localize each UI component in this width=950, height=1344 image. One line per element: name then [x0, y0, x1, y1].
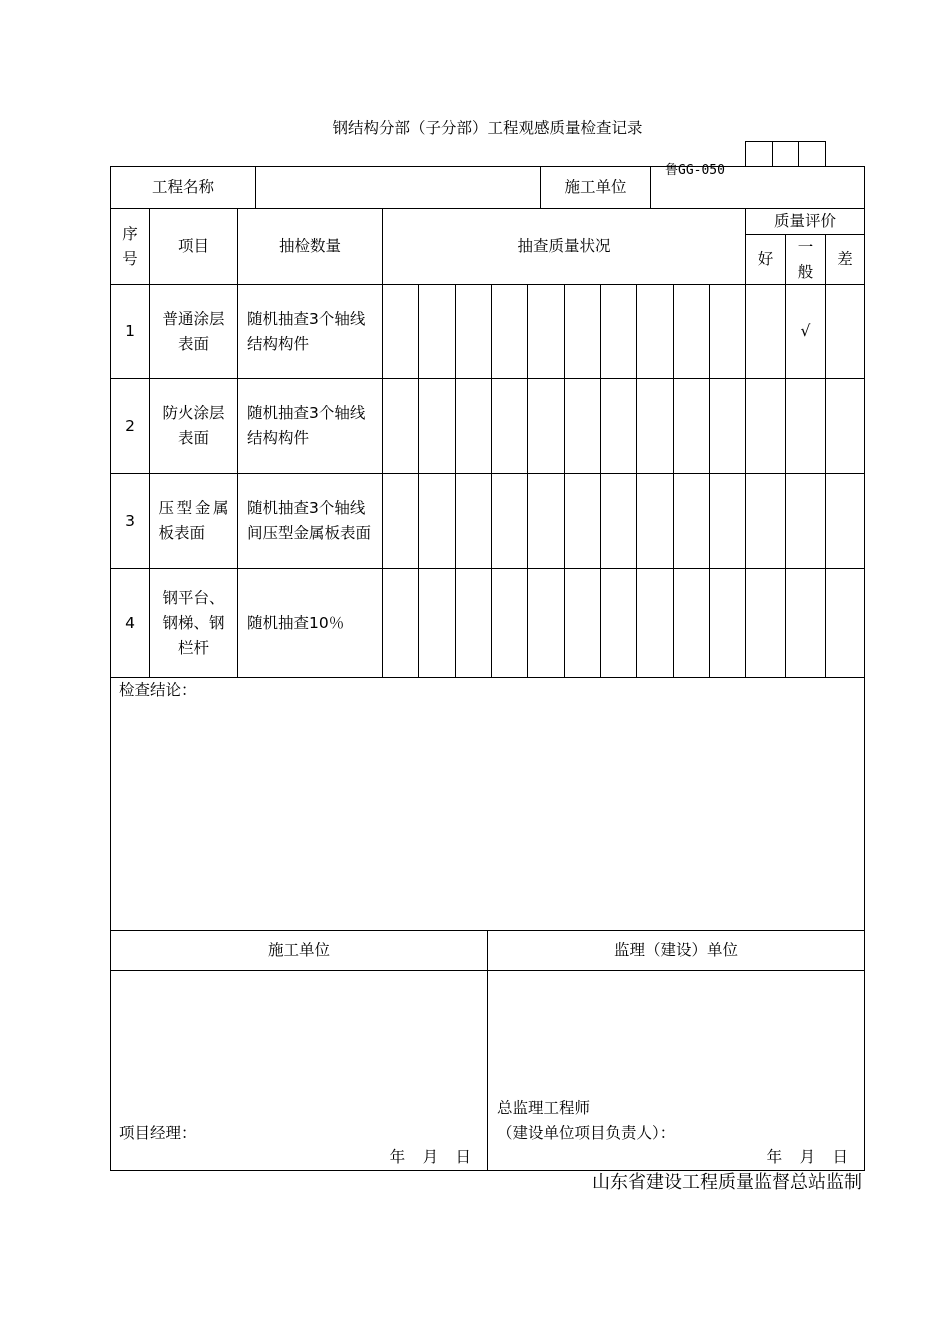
row-4-sample-text: 随机抽查10％ [247, 613, 345, 632]
inspection-cell [600, 473, 637, 569]
row-4-item-text: 钢平台、钢梯、钢栏杆 [162, 588, 225, 657]
row-2-no: 2 [110, 378, 150, 474]
conclusion-label: 检查结论： [119, 681, 197, 699]
row-4-rating-poor [825, 568, 865, 678]
form-code: 鲁GG-050 [665, 163, 725, 178]
inspection-cell [418, 473, 456, 569]
header-rating-good: 好 [745, 234, 786, 285]
owner-rep-label: （建设单位项目负责人）： [497, 1124, 676, 1142]
inspection-cell [673, 284, 710, 379]
row-4-rating-good [745, 568, 786, 678]
inspection-cell [636, 378, 674, 474]
row-2-sample-text: 随机抽查3个轴线结构构件 [247, 404, 366, 447]
row-3-sample-text: 随机抽查3个轴线间压型金属板表面 [247, 499, 372, 542]
inspection-cell [600, 568, 637, 678]
inspection-cell [382, 378, 419, 474]
project-manager-label: 项目经理： [119, 1124, 197, 1142]
row-1-rating-poor [825, 284, 865, 379]
inspection-cell [491, 284, 528, 379]
inspection-cell [455, 284, 492, 379]
header-rating-poor: 差 [825, 234, 865, 285]
row-2-item [149, 378, 238, 474]
row-1-no: 1 [110, 284, 150, 379]
row-1-sample-text: 随机抽查3个轴线结构构件 [247, 309, 366, 353]
row-1-rating-general: √ [785, 284, 826, 379]
row-3-sample [237, 473, 383, 569]
page-title: 钢结构分部（子分部）工程观感质量检查记录 [332, 119, 643, 137]
project-name-label: 工程名称 [110, 166, 256, 209]
code-box-3 [798, 141, 826, 167]
sign-supervisor-body [487, 970, 865, 1171]
inspection-cell [418, 378, 456, 474]
inspection-cell [564, 473, 601, 569]
conclusion-box [110, 677, 865, 931]
contractor-date: 年 月 日 [389, 1148, 471, 1166]
inspection-cell [418, 284, 456, 379]
supervisor-date: 年 月 日 [766, 1148, 848, 1166]
row-3-item [149, 473, 238, 569]
inspection-cell [673, 473, 710, 569]
inspection-cell [527, 568, 565, 678]
inspection-cell [455, 378, 492, 474]
header-sample-qty: 抽检数量 [237, 208, 383, 285]
row-1-item-text: 普通涂层表面 [162, 309, 225, 353]
row-2-rating-poor [825, 378, 865, 474]
footer-issuer: 山东省建设工程质量监督总站监制 [592, 1172, 862, 1193]
inspection-cell [564, 284, 601, 379]
project-name-field [255, 166, 541, 209]
contractor-label: 施工单位 [540, 166, 651, 209]
row-3-rating-good [745, 473, 786, 569]
inspection-cell [636, 568, 674, 678]
inspection-cell [382, 568, 419, 678]
row-4-item [149, 568, 238, 678]
inspection-cell [709, 473, 746, 569]
row-1-rating-good [745, 284, 786, 379]
inspection-cell [527, 284, 565, 379]
header-item: 项目 [149, 208, 238, 285]
inspection-cell [527, 473, 565, 569]
row-2-rating-good [745, 378, 786, 474]
code-box-2 [772, 141, 799, 167]
row-4-sample [237, 568, 383, 678]
sign-supervisor-header: 监理（建设）单位 [487, 930, 865, 971]
inspection-cell [636, 284, 674, 379]
row-3-no: 3 [110, 473, 150, 569]
row-3-rating-poor [825, 473, 865, 569]
inspection-cell [455, 568, 492, 678]
header-quality-rating: 质量评价 [745, 208, 865, 235]
inspection-cell [564, 568, 601, 678]
chief-engineer-label: 总监理工程师 [497, 1099, 591, 1117]
row-3-item-text: 压型金属板表面 [158, 499, 229, 542]
inspection-cell [527, 378, 565, 474]
row-2-rating-general [785, 378, 826, 474]
sign-contractor-header: 施工单位 [110, 930, 488, 971]
inspection-cell [673, 568, 710, 678]
sign-contractor-body [110, 970, 488, 1171]
inspection-cell [600, 284, 637, 379]
inspection-cell [491, 568, 528, 678]
row-1-item [149, 284, 238, 379]
header-rating-general-text: 一般 [797, 237, 814, 281]
inspection-cell [491, 378, 528, 474]
inspection-cell [709, 568, 746, 678]
code-box-1 [745, 141, 773, 167]
inspection-cell [564, 378, 601, 474]
inspection-cell [600, 378, 637, 474]
header-seq [110, 208, 150, 285]
inspection-cell [491, 473, 528, 569]
inspection-cell [418, 568, 456, 678]
inspection-cell [709, 378, 746, 474]
row-4-no: 4 [110, 568, 150, 678]
row-4-rating-general [785, 568, 826, 678]
inspection-cell [709, 284, 746, 379]
row-3-rating-general [785, 473, 826, 569]
row-1-sample [237, 284, 383, 379]
inspection-cell [673, 378, 710, 474]
header-inspection-status: 抽查质量状况 [382, 208, 746, 285]
header-rating-general [785, 234, 826, 285]
inspection-cell [636, 473, 674, 569]
row-2-item-text: 防火涂层表面 [162, 404, 225, 447]
inspection-cell [382, 284, 419, 379]
inspection-cell [382, 473, 419, 569]
row-2-sample [237, 378, 383, 474]
header-seq-text: 序号 [122, 224, 138, 268]
inspection-cell [455, 473, 492, 569]
